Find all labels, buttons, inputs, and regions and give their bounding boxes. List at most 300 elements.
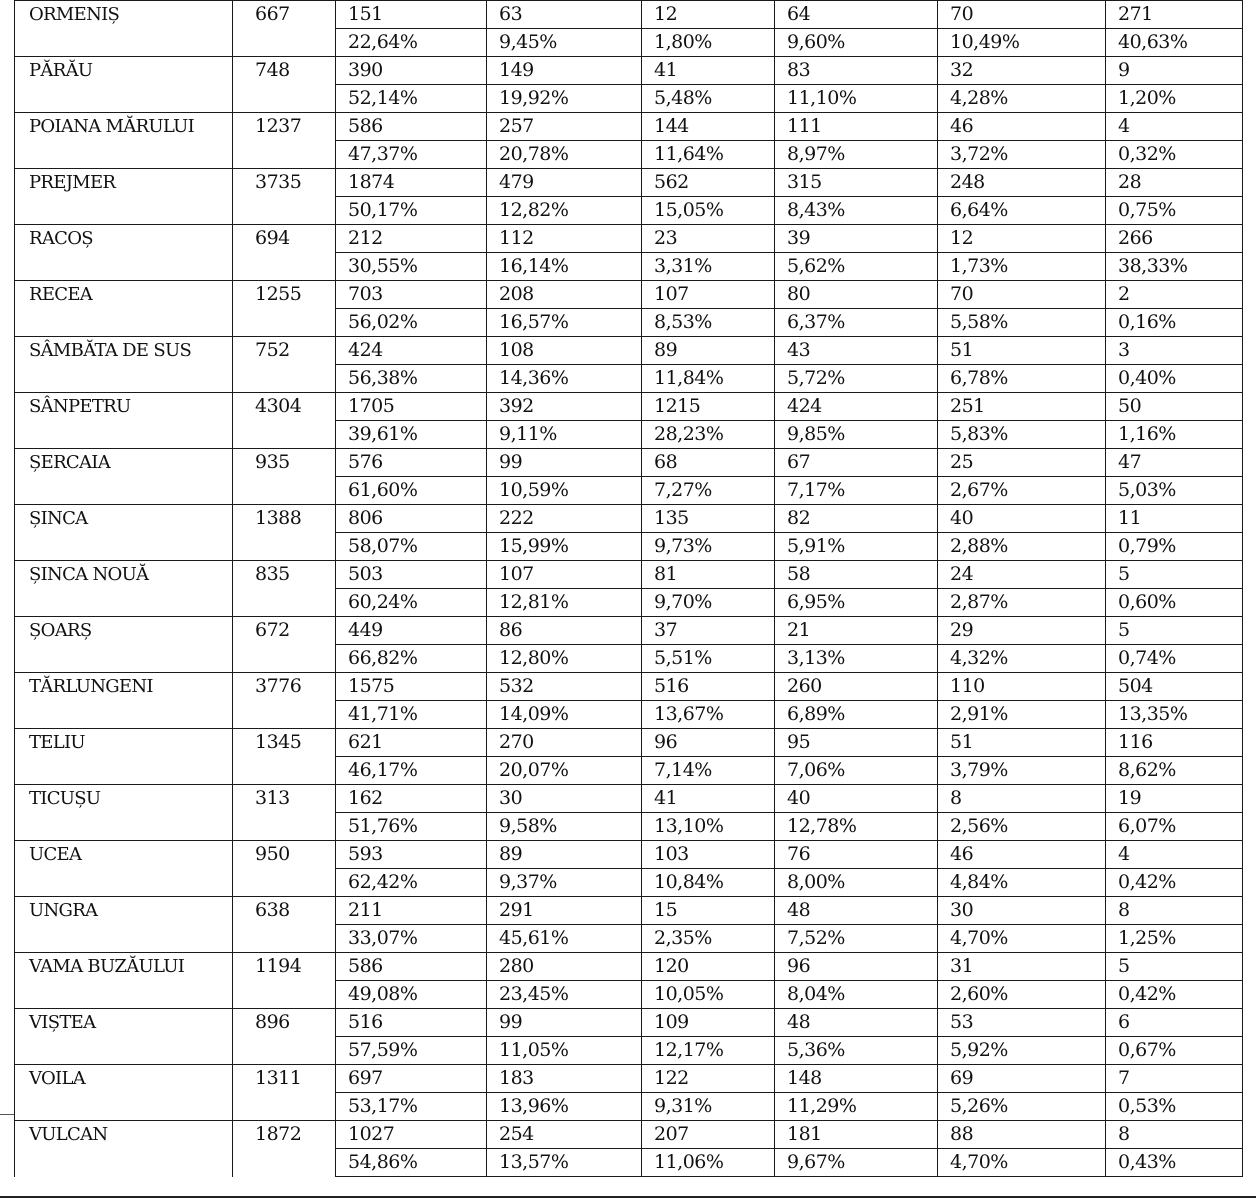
vote-count-cell: 1215: [642, 393, 775, 421]
vote-count-cell: 82: [775, 505, 938, 533]
vote-percent-cell: 0,43%: [1106, 1149, 1243, 1177]
vote-count-cell: 266: [1106, 225, 1243, 253]
vote-count-cell: 270: [487, 729, 642, 757]
table-row: [15, 449, 1243, 477]
vote-percent-cell: 10,59%: [487, 477, 642, 505]
vote-percent-cell: 58,07%: [336, 533, 487, 561]
vote-percent-cell: 3,31%: [642, 253, 775, 281]
vote-percent-cell: 0,60%: [1106, 589, 1243, 617]
vote-percent-cell: 62,42%: [336, 869, 487, 897]
vote-count-cell: 41: [642, 57, 775, 85]
total-votes: 1194: [233, 953, 336, 1009]
vote-count-cell: 562: [642, 169, 775, 197]
vote-percent-cell: 12,80%: [487, 645, 642, 673]
vote-count-cell: 135: [642, 505, 775, 533]
vote-count-cell: 532: [487, 673, 642, 701]
vote-percent-cell: 16,14%: [487, 253, 642, 281]
vote-count-cell: 107: [642, 281, 775, 309]
vote-count-cell: 315: [775, 169, 938, 197]
table-row: [15, 1065, 1243, 1093]
vote-count-cell: 6: [1106, 1009, 1243, 1037]
table-row: [15, 561, 1243, 589]
vote-count-cell: 40: [938, 505, 1106, 533]
vote-percent-cell: 9,58%: [487, 813, 642, 841]
vote-count-cell: 251: [938, 393, 1106, 421]
vote-percent-cell: 46,17%: [336, 757, 487, 785]
vote-percent-cell: 6,37%: [775, 309, 938, 337]
vote-percent-cell: 50,17%: [336, 197, 487, 225]
vote-percent-cell: 12,81%: [487, 589, 642, 617]
vote-count-cell: 148: [775, 1065, 938, 1093]
vote-percent-cell: 1,25%: [1106, 925, 1243, 953]
vote-percent-cell: 6,07%: [1106, 813, 1243, 841]
locality-name: ȘINCA NOUĂ: [15, 561, 233, 617]
locality-name: TĂRLUNGENI: [15, 673, 233, 729]
locality-name: ȘINCA: [15, 505, 233, 561]
vote-percent-cell: 13,10%: [642, 813, 775, 841]
vote-percent-cell: 12,78%: [775, 813, 938, 841]
vote-count-cell: 424: [775, 393, 938, 421]
vote-count-cell: 46: [938, 113, 1106, 141]
vote-count-cell: 4: [1106, 113, 1243, 141]
vote-count-cell: 76: [775, 841, 938, 869]
total-votes: 752: [233, 337, 336, 393]
results-table: [14, 0, 1243, 1177]
vote-count-cell: 586: [336, 113, 487, 141]
vote-percent-cell: 6,95%: [775, 589, 938, 617]
vote-count-cell: 392: [487, 393, 642, 421]
vote-percent-cell: 5,72%: [775, 365, 938, 393]
vote-count-cell: 99: [487, 449, 642, 477]
vote-percent-cell: 8,04%: [775, 981, 938, 1009]
vote-count-cell: 99: [487, 1009, 642, 1037]
vote-percent-cell: 5,36%: [775, 1037, 938, 1065]
total-votes: 1388: [233, 505, 336, 561]
vote-count-cell: 449: [336, 617, 487, 645]
vote-percent-cell: 52,14%: [336, 85, 487, 113]
vote-percent-cell: 23,45%: [487, 981, 642, 1009]
vote-percent-cell: 45,61%: [487, 925, 642, 953]
vote-percent-cell: 38,33%: [1106, 253, 1243, 281]
table-row: [15, 785, 1243, 813]
vote-percent-cell: 39,61%: [336, 421, 487, 449]
vote-percent-cell: 5,03%: [1106, 477, 1243, 505]
vote-count-cell: 207: [642, 1121, 775, 1149]
vote-count-cell: 63: [487, 1, 642, 29]
vote-count-cell: 67: [775, 449, 938, 477]
vote-count-cell: 516: [642, 673, 775, 701]
locality-name: PREJMER: [15, 169, 233, 225]
vote-count-cell: 280: [487, 953, 642, 981]
table-row: [15, 729, 1243, 757]
vote-count-cell: 504: [1106, 673, 1243, 701]
locality-name: SÂNPETRU: [15, 393, 233, 449]
locality-name: SÂMBĂTA DE SUS: [15, 337, 233, 393]
vote-count-cell: 39: [775, 225, 938, 253]
vote-percent-cell: 15,99%: [487, 533, 642, 561]
table-row: [15, 897, 1243, 925]
vote-count-cell: 30: [938, 897, 1106, 925]
vote-count-cell: 479: [487, 169, 642, 197]
total-votes: 1311: [233, 1065, 336, 1121]
vote-count-cell: 24: [938, 561, 1106, 589]
vote-percent-cell: 7,52%: [775, 925, 938, 953]
vote-percent-cell: 7,14%: [642, 757, 775, 785]
total-votes: 748: [233, 57, 336, 113]
vote-count-cell: 149: [487, 57, 642, 85]
vote-percent-cell: 7,06%: [775, 757, 938, 785]
vote-percent-cell: 41,71%: [336, 701, 487, 729]
vote-percent-cell: 51,76%: [336, 813, 487, 841]
total-votes: 935: [233, 449, 336, 505]
locality-name: UNGRA: [15, 897, 233, 953]
vote-count-cell: 162: [336, 785, 487, 813]
total-votes: 1872: [233, 1121, 336, 1177]
vote-percent-cell: 0,16%: [1106, 309, 1243, 337]
vote-count-cell: 110: [938, 673, 1106, 701]
vote-count-cell: 108: [487, 337, 642, 365]
vote-count-cell: 53: [938, 1009, 1106, 1037]
vote-percent-cell: 5,51%: [642, 645, 775, 673]
vote-percent-cell: 49,08%: [336, 981, 487, 1009]
vote-percent-cell: 13,96%: [487, 1093, 642, 1121]
vote-percent-cell: 15,05%: [642, 197, 775, 225]
vote-percent-cell: 11,84%: [642, 365, 775, 393]
vote-count-cell: 64: [775, 1, 938, 29]
vote-percent-cell: 22,64%: [336, 29, 487, 57]
vote-count-cell: 181: [775, 1121, 938, 1149]
table-row: [15, 337, 1243, 365]
vote-count-cell: 1874: [336, 169, 487, 197]
vote-count-cell: 9: [1106, 57, 1243, 85]
vote-count-cell: 151: [336, 1, 487, 29]
vote-percent-cell: 9,37%: [487, 869, 642, 897]
vote-percent-cell: 5,62%: [775, 253, 938, 281]
vote-percent-cell: 0,67%: [1106, 1037, 1243, 1065]
vote-count-cell: 81: [642, 561, 775, 589]
vote-count-cell: 260: [775, 673, 938, 701]
vote-percent-cell: 2,60%: [938, 981, 1106, 1009]
locality-name: TICUȘU: [15, 785, 233, 841]
vote-percent-cell: 0,53%: [1106, 1093, 1243, 1121]
table-row: [15, 281, 1243, 309]
vote-percent-cell: 13,35%: [1106, 701, 1243, 729]
vote-percent-cell: 0,74%: [1106, 645, 1243, 673]
vote-percent-cell: 3,79%: [938, 757, 1106, 785]
locality-name: VAMA BUZĂULUI: [15, 953, 233, 1009]
vote-percent-cell: 11,06%: [642, 1149, 775, 1177]
vote-percent-cell: 11,10%: [775, 85, 938, 113]
vote-percent-cell: 3,13%: [775, 645, 938, 673]
vote-percent-cell: 66,82%: [336, 645, 487, 673]
vote-count-cell: 254: [487, 1121, 642, 1149]
vote-percent-cell: 5,91%: [775, 533, 938, 561]
vote-count-cell: 806: [336, 505, 487, 533]
vote-count-cell: 5: [1106, 561, 1243, 589]
table-row: [15, 841, 1243, 869]
vote-count-cell: 47: [1106, 449, 1243, 477]
vote-count-cell: 697: [336, 1065, 487, 1093]
vote-percent-cell: 0,75%: [1106, 197, 1243, 225]
vote-count-cell: 183: [487, 1065, 642, 1093]
table-row: [15, 57, 1243, 85]
vote-percent-cell: 7,17%: [775, 477, 938, 505]
vote-count-cell: 212: [336, 225, 487, 253]
vote-percent-cell: 9,70%: [642, 589, 775, 617]
vote-percent-cell: 4,70%: [938, 925, 1106, 953]
vote-count-cell: 32: [938, 57, 1106, 85]
vote-percent-cell: 30,55%: [336, 253, 487, 281]
locality-name: RACOȘ: [15, 225, 233, 281]
vote-count-cell: 41: [642, 785, 775, 813]
table-body: [15, 1, 1243, 1177]
vote-count-cell: 96: [775, 953, 938, 981]
table-row: [15, 169, 1243, 197]
vote-count-cell: 83: [775, 57, 938, 85]
locality-name: TELIU: [15, 729, 233, 785]
table-row: [15, 953, 1243, 981]
vote-count-cell: 40: [775, 785, 938, 813]
vote-percent-cell: 10,05%: [642, 981, 775, 1009]
vote-percent-cell: 11,29%: [775, 1093, 938, 1121]
vote-percent-cell: 2,88%: [938, 533, 1106, 561]
vote-percent-cell: 7,27%: [642, 477, 775, 505]
total-votes: 694: [233, 225, 336, 281]
vote-count-cell: 50: [1106, 393, 1243, 421]
vote-percent-cell: 4,84%: [938, 869, 1106, 897]
vote-count-cell: 112: [487, 225, 642, 253]
vote-count-cell: 96: [642, 729, 775, 757]
vote-count-cell: 11: [1106, 505, 1243, 533]
vote-count-cell: 30: [487, 785, 642, 813]
vote-percent-cell: 0,40%: [1106, 365, 1243, 393]
vote-count-cell: 7: [1106, 1065, 1243, 1093]
total-votes: 667: [233, 1, 336, 57]
vote-count-cell: 586: [336, 953, 487, 981]
table-row: [15, 113, 1243, 141]
vote-count-cell: 69: [938, 1065, 1106, 1093]
vote-percent-cell: 14,09%: [487, 701, 642, 729]
vote-percent-cell: 9,45%: [487, 29, 642, 57]
vote-percent-cell: 9,67%: [775, 1149, 938, 1177]
vote-count-cell: 58: [775, 561, 938, 589]
total-votes: 1345: [233, 729, 336, 785]
vote-count-cell: 95: [775, 729, 938, 757]
vote-count-cell: 144: [642, 113, 775, 141]
vote-count-cell: 23: [642, 225, 775, 253]
vote-percent-cell: 12,82%: [487, 197, 642, 225]
vote-percent-cell: 56,38%: [336, 365, 487, 393]
vote-count-cell: 48: [775, 897, 938, 925]
vote-count-cell: 5: [1106, 617, 1243, 645]
vote-percent-cell: 11,64%: [642, 141, 775, 169]
vote-percent-cell: 10,84%: [642, 869, 775, 897]
vote-count-cell: 424: [336, 337, 487, 365]
total-votes: 3735: [233, 169, 336, 225]
vote-count-cell: 70: [938, 281, 1106, 309]
vote-percent-cell: 13,57%: [487, 1149, 642, 1177]
vote-percent-cell: 5,83%: [938, 421, 1106, 449]
table-row: [15, 617, 1243, 645]
vote-percent-cell: 56,02%: [336, 309, 487, 337]
vote-percent-cell: 8,43%: [775, 197, 938, 225]
vote-count-cell: 503: [336, 561, 487, 589]
vote-count-cell: 208: [487, 281, 642, 309]
vote-percent-cell: 4,28%: [938, 85, 1106, 113]
vote-count-cell: 43: [775, 337, 938, 365]
vote-count-cell: 103: [642, 841, 775, 869]
vote-percent-cell: 40,63%: [1106, 29, 1243, 57]
vote-count-cell: 1575: [336, 673, 487, 701]
vote-count-cell: 116: [1106, 729, 1243, 757]
vote-count-cell: 703: [336, 281, 487, 309]
vote-count-cell: 248: [938, 169, 1106, 197]
vote-percent-cell: 2,87%: [938, 589, 1106, 617]
vote-percent-cell: 5,92%: [938, 1037, 1106, 1065]
vote-percent-cell: 60,24%: [336, 589, 487, 617]
vote-percent-cell: 9,31%: [642, 1093, 775, 1121]
vote-percent-cell: 12,17%: [642, 1037, 775, 1065]
vote-count-cell: 12: [938, 225, 1106, 253]
total-votes: 4304: [233, 393, 336, 449]
vote-percent-cell: 5,26%: [938, 1093, 1106, 1121]
vote-count-cell: 1027: [336, 1121, 487, 1149]
vote-percent-cell: 0,42%: [1106, 869, 1243, 897]
vote-count-cell: 390: [336, 57, 487, 85]
vote-count-cell: 15: [642, 897, 775, 925]
table-row: [15, 225, 1243, 253]
vote-percent-cell: 11,05%: [487, 1037, 642, 1065]
vote-percent-cell: 4,32%: [938, 645, 1106, 673]
locality-name: RECEA: [15, 281, 233, 337]
vote-count-cell: 111: [775, 113, 938, 141]
vote-count-cell: 257: [487, 113, 642, 141]
total-votes: 835: [233, 561, 336, 617]
vote-count-cell: 88: [938, 1121, 1106, 1149]
vote-count-cell: 109: [642, 1009, 775, 1037]
vote-count-cell: 271: [1106, 1, 1243, 29]
vote-count-cell: 29: [938, 617, 1106, 645]
vote-count-cell: 2: [1106, 281, 1243, 309]
vote-count-cell: 51: [938, 729, 1106, 757]
vote-percent-cell: 6,78%: [938, 365, 1106, 393]
table-row: [15, 1, 1243, 29]
vote-percent-cell: 1,73%: [938, 253, 1106, 281]
bottom-rule: [0, 1196, 1256, 1198]
vote-count-cell: 48: [775, 1009, 938, 1037]
vote-count-cell: 516: [336, 1009, 487, 1037]
vote-percent-cell: 3,72%: [938, 141, 1106, 169]
vote-count-cell: 222: [487, 505, 642, 533]
vote-percent-cell: 6,89%: [775, 701, 938, 729]
vote-percent-cell: 5,58%: [938, 309, 1106, 337]
vote-percent-cell: 2,56%: [938, 813, 1106, 841]
vote-percent-cell: 14,36%: [487, 365, 642, 393]
vote-percent-cell: 16,57%: [487, 309, 642, 337]
vote-count-cell: 8: [938, 785, 1106, 813]
vote-percent-cell: 9,11%: [487, 421, 642, 449]
vote-count-cell: 86: [487, 617, 642, 645]
vote-count-cell: 70: [938, 1, 1106, 29]
vote-percent-cell: 20,78%: [487, 141, 642, 169]
table-row: [15, 1009, 1243, 1037]
table-row: [15, 673, 1243, 701]
vote-count-cell: 46: [938, 841, 1106, 869]
vote-percent-cell: 8,97%: [775, 141, 938, 169]
locality-name: POIANA MĂRULUI: [15, 113, 233, 169]
locality-name: UCEA: [15, 841, 233, 897]
vote-percent-cell: 2,35%: [642, 925, 775, 953]
vote-percent-cell: 20,07%: [487, 757, 642, 785]
vote-percent-cell: 4,70%: [938, 1149, 1106, 1177]
vote-count-cell: 3: [1106, 337, 1243, 365]
vote-percent-cell: 9,73%: [642, 533, 775, 561]
vote-percent-cell: 19,92%: [487, 85, 642, 113]
total-votes: 950: [233, 841, 336, 897]
vote-count-cell: 89: [487, 841, 642, 869]
vote-percent-cell: 61,60%: [336, 477, 487, 505]
vote-percent-cell: 2,67%: [938, 477, 1106, 505]
table-row: [15, 393, 1243, 421]
vote-percent-cell: 53,17%: [336, 1093, 487, 1121]
vote-count-cell: 68: [642, 449, 775, 477]
vote-count-cell: 593: [336, 841, 487, 869]
total-votes: 313: [233, 785, 336, 841]
vote-count-cell: 89: [642, 337, 775, 365]
vote-count-cell: 8: [1106, 1121, 1243, 1149]
vote-percent-cell: 10,49%: [938, 29, 1106, 57]
total-votes: 1255: [233, 281, 336, 337]
vote-percent-cell: 13,67%: [642, 701, 775, 729]
vote-count-cell: 28: [1106, 169, 1243, 197]
locality-name: VOILA: [15, 1065, 233, 1121]
vote-count-cell: 120: [642, 953, 775, 981]
vote-percent-cell: 8,62%: [1106, 757, 1243, 785]
vote-count-cell: 5: [1106, 953, 1243, 981]
vote-count-cell: 21: [775, 617, 938, 645]
vote-percent-cell: 57,59%: [336, 1037, 487, 1065]
vote-count-cell: 31: [938, 953, 1106, 981]
vote-percent-cell: 9,60%: [775, 29, 938, 57]
vote-count-cell: 122: [642, 1065, 775, 1093]
vote-count-cell: 12: [642, 1, 775, 29]
locality-name: ȘERCAIA: [15, 449, 233, 505]
vote-percent-cell: 54,86%: [336, 1149, 487, 1177]
vote-count-cell: 37: [642, 617, 775, 645]
locality-name: ORMENIȘ: [15, 1, 233, 57]
total-votes: 672: [233, 617, 336, 673]
vote-percent-cell: 1,16%: [1106, 421, 1243, 449]
vote-percent-cell: 5,48%: [642, 85, 775, 113]
vote-count-cell: 4: [1106, 841, 1243, 869]
vote-count-cell: 8: [1106, 897, 1243, 925]
vote-count-cell: 51: [938, 337, 1106, 365]
locality-name: VIȘTEA: [15, 1009, 233, 1065]
vote-count-cell: 291: [487, 897, 642, 925]
margin-tick: [0, 1114, 14, 1115]
total-votes: 896: [233, 1009, 336, 1065]
total-votes: 1237: [233, 113, 336, 169]
table-row: [15, 505, 1243, 533]
vote-percent-cell: 33,07%: [336, 925, 487, 953]
vote-count-cell: 211: [336, 897, 487, 925]
vote-percent-cell: 6,64%: [938, 197, 1106, 225]
locality-name: ȘOARȘ: [15, 617, 233, 673]
total-votes: 638: [233, 897, 336, 953]
vote-percent-cell: 28,23%: [642, 421, 775, 449]
vote-percent-cell: 1,20%: [1106, 85, 1243, 113]
vote-count-cell: 80: [775, 281, 938, 309]
